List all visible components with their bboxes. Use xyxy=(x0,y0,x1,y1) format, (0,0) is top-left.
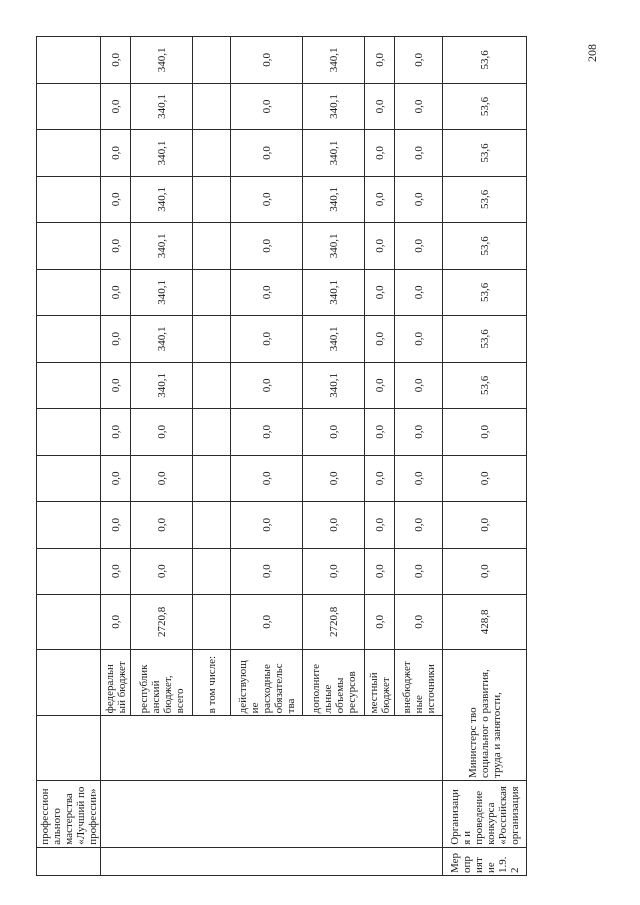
value-cell: 0,0 xyxy=(231,409,303,455)
cell-source xyxy=(37,649,101,716)
value-cell: 0,0 xyxy=(395,37,443,84)
value-cell: 340,1 xyxy=(303,83,365,129)
value-cell: 0,0 xyxy=(231,548,303,594)
cell-source: местный бюджет xyxy=(365,649,395,716)
value-cell: 0,0 xyxy=(131,455,193,501)
value-cell xyxy=(37,455,101,501)
cell-merged-col2 xyxy=(101,781,443,848)
value-cell: 340,1 xyxy=(303,223,365,269)
cell-source: республик анский бюджет, всего xyxy=(131,649,193,716)
rotated-table-wrapper xyxy=(36,36,574,876)
value-cell: 0,0 xyxy=(231,269,303,315)
value-cell: 340,1 xyxy=(303,269,365,315)
value-cell: 0,0 xyxy=(303,548,365,594)
value-cell: 0,0 xyxy=(231,595,303,650)
value-cell: 0,0 xyxy=(365,502,395,548)
value-cell xyxy=(193,595,231,650)
cell-source: дополните льные объемы ресурсов xyxy=(303,649,365,716)
value-cell: 0,0 xyxy=(101,83,131,129)
value-cell: 53,6 xyxy=(443,362,527,408)
cell-source: федеральн ый бюджет xyxy=(101,649,131,716)
cell-event-name: профессион ального мастерства «Лучший по профессии» xyxy=(37,781,101,848)
cell-event-name: Организаци я и проведение конкурса «Российская организация xyxy=(443,781,527,848)
value-cell: 0,0 xyxy=(101,548,131,594)
value-cell: 340,1 xyxy=(131,223,193,269)
value-cell: 0,0 xyxy=(395,176,443,222)
value-cell: 0,0 xyxy=(101,316,131,362)
value-cell xyxy=(193,409,231,455)
value-cell: 0,0 xyxy=(101,130,131,176)
value-cell xyxy=(193,269,231,315)
value-cell: 0,0 xyxy=(231,455,303,501)
cell-merged-col3 xyxy=(101,716,443,781)
value-cell: 340,1 xyxy=(303,362,365,408)
value-cell: 0,0 xyxy=(365,595,395,650)
table-body xyxy=(37,37,527,876)
value-cell: 0,0 xyxy=(395,83,443,129)
cell-responsible xyxy=(37,716,101,781)
value-cell: 0,0 xyxy=(365,548,395,594)
table-row xyxy=(101,37,131,876)
value-cell: 0,0 xyxy=(131,548,193,594)
cell-source: в том числе: xyxy=(193,649,231,716)
value-cell: 0,0 xyxy=(231,223,303,269)
value-cell: 0,0 xyxy=(231,130,303,176)
value-cell xyxy=(37,37,101,84)
cell-event-number: Мер опр ият ие 1.9. 2 xyxy=(443,847,527,875)
value-cell: 0,0 xyxy=(231,502,303,548)
value-cell: 340,1 xyxy=(131,130,193,176)
value-cell: 53,6 xyxy=(443,269,527,315)
value-cell: 0,0 xyxy=(231,37,303,84)
value-cell xyxy=(193,130,231,176)
value-cell: 0,0 xyxy=(101,362,131,408)
value-cell: 340,1 xyxy=(131,316,193,362)
value-cell xyxy=(37,269,101,315)
value-cell: 0,0 xyxy=(231,176,303,222)
value-cell xyxy=(37,223,101,269)
value-cell: 340,1 xyxy=(303,130,365,176)
value-cell xyxy=(193,176,231,222)
cell-source: действующ ие расходные обязательс тва xyxy=(231,649,303,716)
cell-col1 xyxy=(37,847,101,875)
value-cell: 0,0 xyxy=(395,502,443,548)
value-cell: 0,0 xyxy=(395,269,443,315)
value-cell xyxy=(193,548,231,594)
value-cell: 0,0 xyxy=(365,409,395,455)
value-cell xyxy=(193,316,231,362)
value-cell: 340,1 xyxy=(303,316,365,362)
value-cell: 0,0 xyxy=(231,316,303,362)
value-cell: 53,6 xyxy=(443,83,527,129)
value-cell: 0,0 xyxy=(101,595,131,650)
value-cell: 0,0 xyxy=(131,502,193,548)
cell-responsible: Министерс тво социальног о развития, труда и занятости, xyxy=(443,649,527,780)
value-cell: 0,0 xyxy=(303,455,365,501)
value-cell xyxy=(193,502,231,548)
value-cell: 53,6 xyxy=(443,130,527,176)
value-cell: 340,1 xyxy=(131,37,193,84)
value-cell: 0,0 xyxy=(101,502,131,548)
value-cell: 0,0 xyxy=(395,130,443,176)
value-cell xyxy=(37,83,101,129)
value-cell: 0,0 xyxy=(395,548,443,594)
value-cell xyxy=(37,130,101,176)
value-cell: 0,0 xyxy=(395,595,443,650)
value-cell xyxy=(37,502,101,548)
value-cell: 0,0 xyxy=(365,269,395,315)
value-cell: 2720,8 xyxy=(303,595,365,650)
value-cell: 0,0 xyxy=(395,409,443,455)
value-cell xyxy=(193,223,231,269)
value-cell: 340,1 xyxy=(303,176,365,222)
value-cell: 0,0 xyxy=(101,409,131,455)
value-cell: 0,0 xyxy=(365,176,395,222)
value-cell: 0,0 xyxy=(303,409,365,455)
value-cell xyxy=(193,362,231,408)
value-cell: 0,0 xyxy=(395,223,443,269)
value-cell: 340,1 xyxy=(131,362,193,408)
value-cell: 0,0 xyxy=(365,316,395,362)
value-cell: 0,0 xyxy=(303,502,365,548)
value-cell: 0,0 xyxy=(365,130,395,176)
value-cell: 0,0 xyxy=(101,455,131,501)
value-cell: 0,0 xyxy=(395,316,443,362)
value-cell: 0,0 xyxy=(365,223,395,269)
value-cell: 0,0 xyxy=(365,362,395,408)
value-cell: 0,0 xyxy=(365,37,395,84)
value-cell: 428,8 xyxy=(443,595,527,650)
cell-source: внебюджет ные источники xyxy=(395,649,443,716)
value-cell xyxy=(37,362,101,408)
value-cell: 53,6 xyxy=(443,223,527,269)
value-cell xyxy=(37,316,101,362)
table-row xyxy=(443,37,527,876)
value-cell: 2720,8 xyxy=(131,595,193,650)
value-cell: 0,0 xyxy=(395,455,443,501)
value-cell: 53,6 xyxy=(443,37,527,84)
value-cell xyxy=(193,455,231,501)
value-cell xyxy=(193,83,231,129)
cell-merged-col1 xyxy=(101,847,443,875)
value-cell: 0,0 xyxy=(443,409,527,455)
value-cell: 0,0 xyxy=(101,176,131,222)
value-cell: 0,0 xyxy=(101,37,131,84)
value-cell: 0,0 xyxy=(365,83,395,129)
value-cell: 53,6 xyxy=(443,316,527,362)
value-cell: 53,6 xyxy=(443,176,527,222)
value-cell: 0,0 xyxy=(231,362,303,408)
value-cell: 340,1 xyxy=(131,83,193,129)
value-cell xyxy=(37,176,101,222)
value-cell: 0,0 xyxy=(443,455,527,501)
value-cell: 0,0 xyxy=(365,455,395,501)
value-cell xyxy=(193,37,231,84)
value-cell: 0,0 xyxy=(395,362,443,408)
table-row xyxy=(37,37,101,876)
value-cell: 340,1 xyxy=(131,269,193,315)
value-cell xyxy=(37,548,101,594)
value-cell: 0,0 xyxy=(231,83,303,129)
page-number: 208 xyxy=(585,44,599,62)
value-cell: 340,1 xyxy=(303,37,365,84)
value-cell xyxy=(37,409,101,455)
budget-table xyxy=(36,36,527,876)
value-cell: 0,0 xyxy=(101,223,131,269)
value-cell: 0,0 xyxy=(101,269,131,315)
value-cell: 0,0 xyxy=(131,409,193,455)
value-cell xyxy=(37,595,101,650)
value-cell: 340,1 xyxy=(131,176,193,222)
value-cell: 0,0 xyxy=(443,548,527,594)
value-cell: 0,0 xyxy=(443,502,527,548)
